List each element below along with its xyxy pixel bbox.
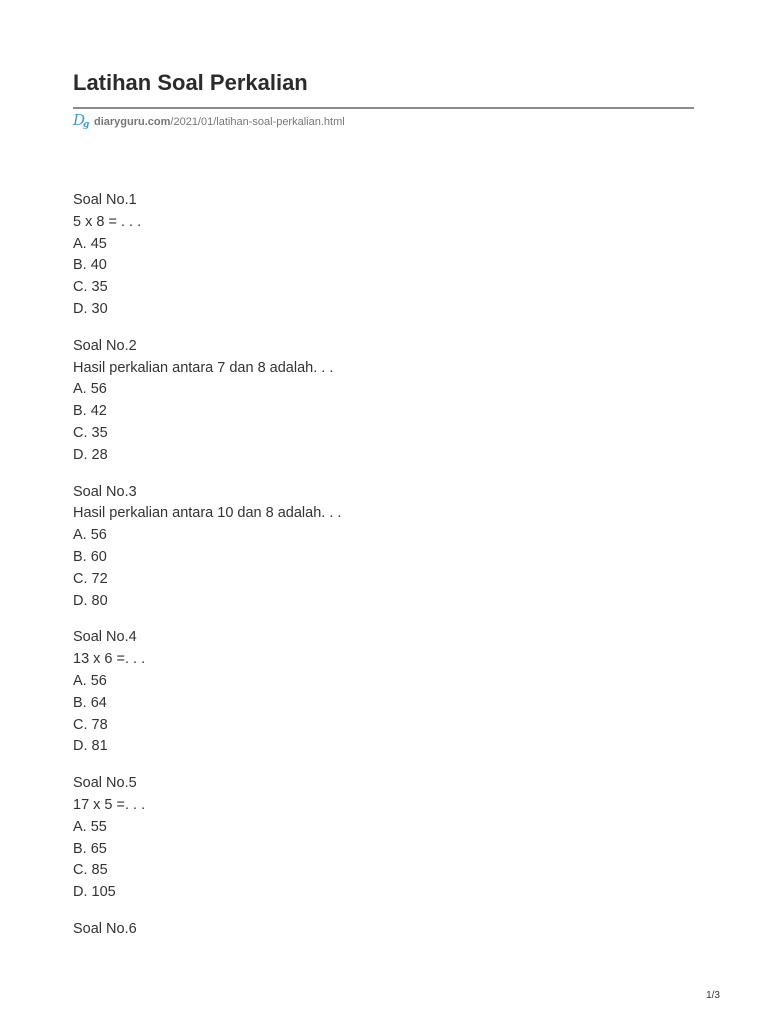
answer-option: A. 56: [73, 381, 107, 398]
answer-option: A. 56: [73, 527, 107, 544]
question-prompt: Hasil perkalian antara 10 dan 8 adalah. . .: [73, 505, 342, 522]
answer-option: D. 80: [73, 592, 108, 609]
diaryguru-logo-icon: [73, 113, 91, 131]
question-prompt: 5 x 8 = . . .: [73, 213, 142, 230]
answer-option: A. 45: [73, 235, 107, 252]
question-label: Soal No.2: [73, 337, 137, 354]
source-link[interactable]: [73, 113, 345, 131]
answer-option: B. 60: [73, 548, 107, 565]
answer-option: B. 65: [73, 840, 107, 857]
question-prompt: Hasil perkalian antara 7 dan 8 adalah. . .: [73, 359, 334, 376]
page-number: 1/3: [706, 990, 720, 1001]
logo-letter-sub: g: [83, 120, 90, 130]
answer-option: B. 64: [73, 694, 107, 711]
answer-option: D. 30: [73, 300, 108, 317]
question-1: [73, 190, 693, 321]
question-6: [73, 919, 693, 941]
question-label: Soal No.6: [73, 920, 137, 937]
answer-option: B. 42: [73, 403, 107, 420]
question-label: Soal No.5: [73, 775, 137, 792]
answer-option: B. 40: [73, 257, 107, 274]
answer-option: C. 72: [73, 570, 108, 587]
answer-option: C. 85: [73, 862, 108, 879]
question-3: [73, 482, 693, 613]
question-2: [73, 336, 693, 467]
source-path[interactable]: /2021/01/latihan-soal-perkalian.html: [170, 116, 345, 128]
logo-letter-main: D: [73, 111, 86, 129]
question-4: [73, 627, 693, 758]
page-title: Latihan Soal Perkalian: [73, 70, 308, 95]
answer-option: C. 35: [73, 279, 108, 296]
answer-option: A. 55: [73, 818, 107, 835]
source-domain[interactable]: diaryguru.com: [94, 116, 171, 128]
question-label: Soal No.1: [73, 192, 137, 208]
answer-option: A. 56: [73, 672, 107, 689]
answer-option: C. 35: [73, 424, 108, 441]
question-prompt: 13 x 6 =. . .: [73, 651, 146, 668]
title-divider: [73, 107, 694, 109]
answer-option: D. 81: [73, 738, 108, 755]
answer-option: C. 78: [73, 716, 108, 733]
question-label: Soal No.3: [73, 483, 137, 500]
answer-option: D. 105: [73, 884, 116, 901]
question-5: [73, 773, 693, 904]
answer-option: D. 28: [73, 446, 108, 463]
question-label: Soal No.4: [73, 629, 137, 646]
question-list: [73, 190, 693, 956]
question-prompt: 17 x 5 =. . .: [73, 796, 146, 813]
